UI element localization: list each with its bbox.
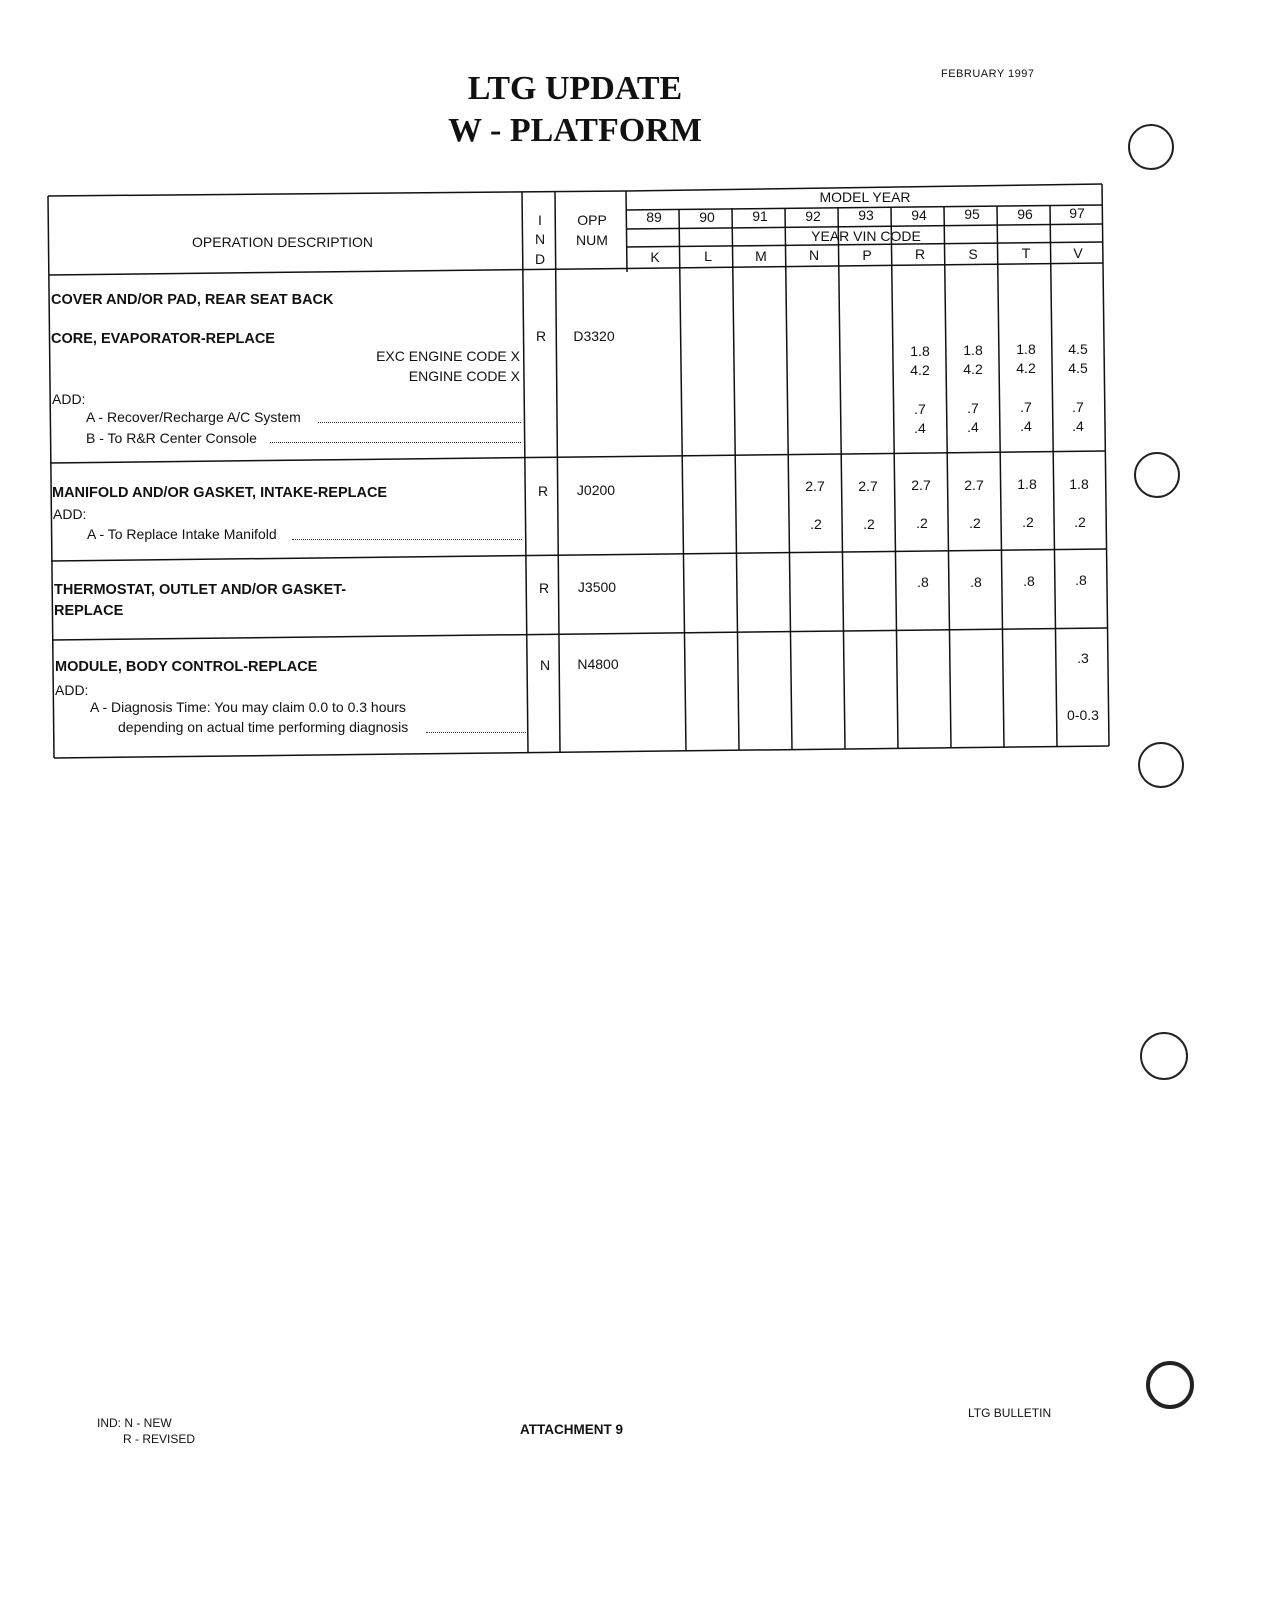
labor-time: 2.7 bbox=[964, 477, 984, 493]
vin-code-l: L bbox=[704, 248, 712, 264]
ind-code: R bbox=[538, 580, 550, 596]
labor-time: 4.2 bbox=[1016, 360, 1036, 376]
page-subtitle: W - PLATFORM bbox=[448, 112, 702, 149]
operation-title: THERMOSTAT, OUTLET AND/OR GASKET- bbox=[54, 582, 347, 598]
attachment-label: ATTACHMENT 9 bbox=[520, 1422, 623, 1437]
labor-time: 2.7 bbox=[911, 477, 931, 493]
add-label: ADD: bbox=[53, 506, 87, 522]
vin-code-n: N bbox=[808, 247, 820, 263]
header-operation-description: OPERATION DESCRIPTION bbox=[192, 234, 373, 250]
opp-num: D3320 bbox=[573, 328, 615, 344]
labor-time: 0-0.3 bbox=[1067, 707, 1099, 723]
opp-num: N4800 bbox=[577, 656, 619, 672]
document-date: FEBRUARY 1997 bbox=[941, 68, 1035, 80]
labor-time: .2 bbox=[810, 516, 822, 532]
header-ind-3: D bbox=[534, 251, 546, 267]
header-ind-1: I bbox=[538, 212, 542, 228]
header-opp: OPP bbox=[577, 212, 607, 228]
bulletin-label: LTG BULLETIN bbox=[968, 1406, 1052, 1420]
labor-time: 1.8 bbox=[1069, 476, 1089, 492]
dot-leader bbox=[318, 422, 521, 423]
operation-title: COVER AND/OR PAD, REAR SEAT BACK bbox=[51, 292, 334, 308]
add-item-cont: depending on actual time performing diagnosis bbox=[118, 719, 409, 735]
year-93: 93 bbox=[858, 207, 874, 223]
labor-time: .7 bbox=[967, 400, 979, 416]
operation-title: CORE, EVAPORATOR-REPLACE bbox=[51, 331, 275, 347]
dot-leader bbox=[292, 539, 522, 540]
labor-time: .3 bbox=[1077, 650, 1089, 666]
labor-time: 1.8 bbox=[910, 343, 930, 359]
labor-time: .4 bbox=[967, 419, 979, 435]
labor-time: .2 bbox=[863, 516, 875, 532]
labor-time: 2.7 bbox=[858, 478, 878, 494]
labor-time: .8 bbox=[1023, 573, 1035, 589]
opp-num: J3500 bbox=[577, 579, 617, 595]
year-94: 94 bbox=[911, 207, 927, 223]
labor-time: 4.5 bbox=[1068, 341, 1088, 357]
vin-code-p: P bbox=[862, 247, 872, 263]
add-label: ADD: bbox=[55, 682, 89, 698]
labor-time: 4.2 bbox=[963, 361, 983, 377]
labor-time: .2 bbox=[969, 515, 981, 531]
year-97: 97 bbox=[1069, 205, 1085, 221]
year-95: 95 bbox=[964, 206, 980, 222]
operation-title-cont: REPLACE bbox=[54, 603, 124, 619]
year-90: 90 bbox=[699, 209, 715, 225]
labor-time: .8 bbox=[970, 574, 982, 590]
operation-title: MANIFOLD AND/OR GASKET, INTAKE-REPLACE bbox=[52, 485, 388, 501]
year-89: 89 bbox=[646, 209, 662, 225]
vin-code-s: S bbox=[968, 246, 978, 262]
labor-time: .8 bbox=[917, 574, 929, 590]
ind-code: N bbox=[539, 657, 551, 673]
labor-time: .8 bbox=[1075, 572, 1087, 588]
header-year-vin-code: YEAR VIN CODE bbox=[811, 228, 921, 244]
labor-time: 4.2 bbox=[910, 362, 930, 378]
labor-time: 1.8 bbox=[963, 342, 983, 358]
labor-time: .2 bbox=[1022, 514, 1034, 530]
add-item: B - To R&R Center Console bbox=[86, 430, 257, 446]
vin-code-r: R bbox=[914, 246, 926, 262]
dot-leader bbox=[426, 732, 526, 733]
labor-time: 1.8 bbox=[1016, 341, 1036, 357]
engine-qualifier: EXC ENGINE CODE X bbox=[376, 348, 520, 364]
labor-time: .7 bbox=[1020, 399, 1032, 415]
engine-qualifier: ENGINE CODE X bbox=[408, 368, 520, 384]
labor-time: .2 bbox=[1074, 514, 1086, 530]
vin-code-t: T bbox=[1021, 245, 1031, 261]
add-item: A - Recover/Recharge A/C System bbox=[86, 409, 301, 425]
labor-time: .7 bbox=[914, 401, 926, 417]
labor-time: .4 bbox=[1020, 418, 1032, 434]
year-91: 91 bbox=[752, 208, 768, 224]
page-title: LTG UPDATE bbox=[467, 70, 683, 107]
add-item: A - To Replace Intake Manifold bbox=[87, 526, 277, 542]
dot-leader bbox=[270, 442, 521, 443]
labor-time: .2 bbox=[916, 515, 928, 531]
vin-code-m: M bbox=[755, 248, 767, 264]
year-92: 92 bbox=[805, 208, 821, 224]
header-ind-2: N bbox=[534, 231, 546, 247]
year-96: 96 bbox=[1017, 206, 1033, 222]
labor-time: .4 bbox=[1072, 418, 1084, 434]
labor-time: 1.8 bbox=[1017, 476, 1037, 492]
labor-time: 4.5 bbox=[1068, 360, 1088, 376]
header-num: NUM bbox=[576, 232, 608, 248]
operation-title: MODULE, BODY CONTROL-REPLACE bbox=[55, 659, 318, 675]
ind-legend: IND: N - NEW bbox=[97, 1416, 172, 1430]
opp-num: J0200 bbox=[576, 482, 616, 498]
labor-time: .4 bbox=[914, 420, 926, 436]
ind-code: R bbox=[535, 328, 547, 344]
add-item: A - Diagnosis Time: You may claim 0.0 to 0.3 hours bbox=[90, 699, 406, 715]
vin-code-v: V bbox=[1073, 245, 1083, 261]
vin-code-k: K bbox=[650, 249, 660, 265]
ind-legend: R - REVISED bbox=[123, 1432, 196, 1446]
header-model-year: MODEL YEAR bbox=[819, 189, 911, 205]
labor-time: 2.7 bbox=[805, 478, 825, 494]
ind-code: R bbox=[537, 483, 549, 499]
labor-time: .7 bbox=[1072, 399, 1084, 415]
add-label: ADD: bbox=[52, 391, 86, 407]
